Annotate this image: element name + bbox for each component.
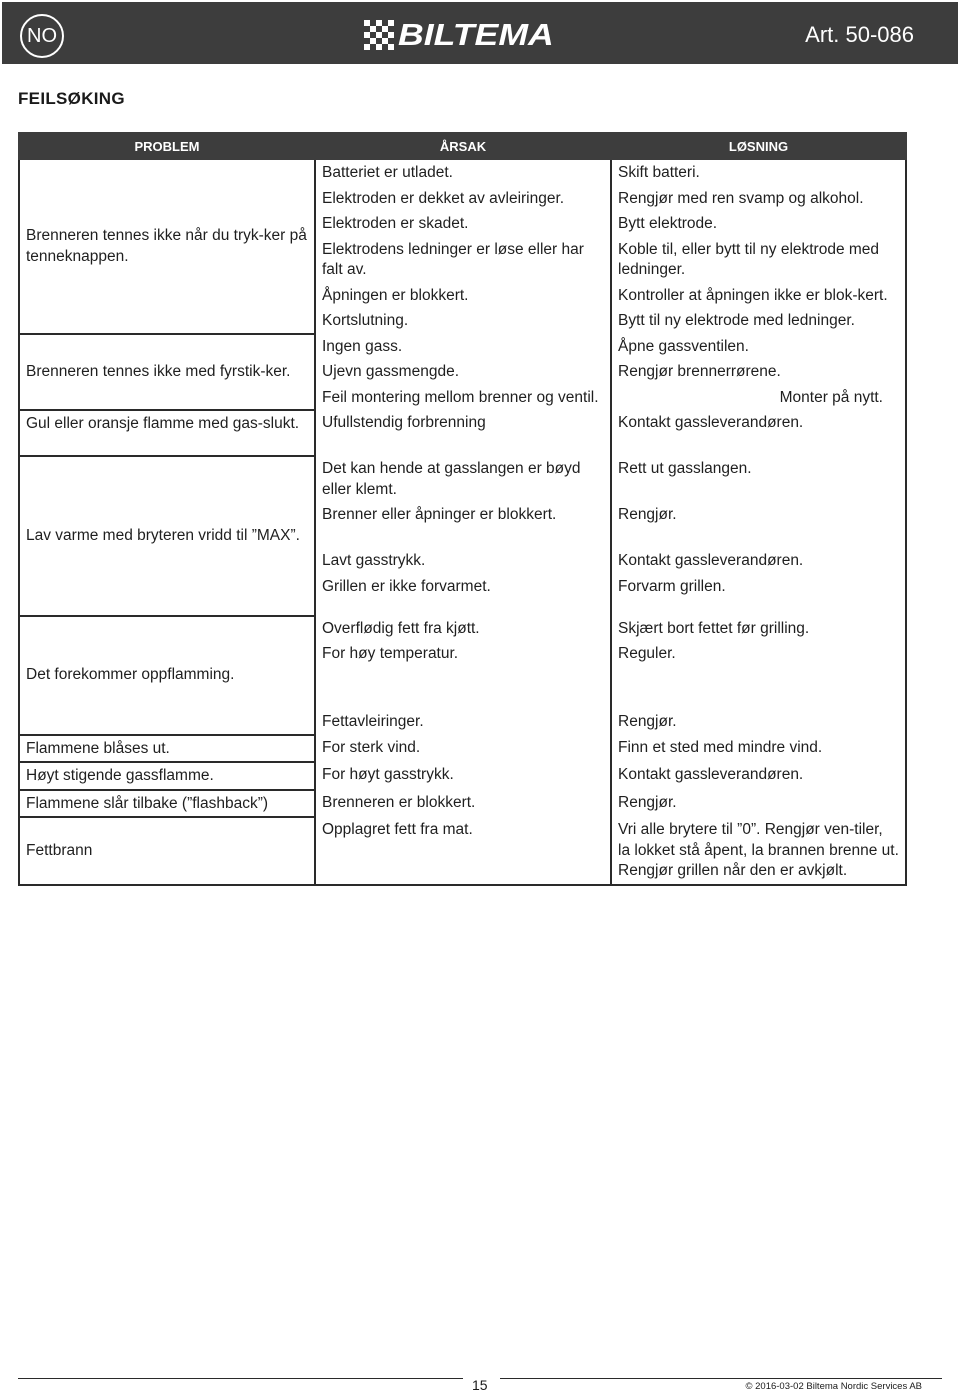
checkered-flag-icon [364,20,394,50]
solution-cell: Rengjør. [611,790,906,818]
cause-cell: Åpningen er blokkert. [315,283,611,309]
solution-cell: Kontakt gassleverandøren. [611,410,906,456]
solution-cell: Rengjør brennerrørene. [611,359,906,385]
article-number: Art. 50-086 [805,22,914,47]
page-number: 15 [472,1377,488,1393]
solution-cell: Skift batteri. [611,159,906,186]
solution-cell: Bytt til ny elektrode med ledninger. [611,308,906,334]
problem-cell: Brenneren tennes ikke med fyrstik-ker. [19,334,315,411]
table-row [19,456,906,502]
solution-cell: Kontakt gassleverandøren. [611,548,906,574]
solution-cell: Skjært bort fettet før grilling. [611,616,906,642]
table-row [19,159,906,186]
cause-cell: Det kan hende at gasslangen er bøyd eller klemt. [315,456,611,502]
cause-cell: For høyt gasstrykk. [315,762,611,790]
cause-cell: For høy temperatur. [315,641,611,709]
cause-cell: Elektrodens ledninger er løse eller har falt av. [315,237,611,283]
cause-cell: Grillen er ikke forvarmet. [315,574,611,616]
table-row [19,410,906,456]
cause-cell: Ingen gass. [315,334,611,360]
troubleshooting-table [18,132,907,886]
footer-divider-right [500,1378,942,1379]
cause-cell: Opplagret fett fra mat. [315,817,611,885]
table-row [19,762,906,790]
problem-cell: Flammene blåses ut. [19,735,315,763]
table-header-row [19,133,906,159]
solution-cell: Koble til, eller bytt til ny elektrode med ledninger. [611,237,906,283]
problem-cell: Høyt stigende gassflamme. [19,762,315,790]
cause-cell: For sterk vind. [315,735,611,763]
cause-cell: Feil montering mellom brenner og ventil. [315,385,611,411]
cause-cell: Kortslutning. [315,308,611,334]
cause-cell: Brenner eller åpninger er blokkert. [315,502,611,548]
cause-cell: Lavt gasstrykk. [315,548,611,574]
solution-cell: Bytt elektrode. [611,211,906,237]
problem-cell: Flammene slår tilbake (”flashback”) [19,790,315,818]
solution-cell: Finn et sted med mindre vind. [611,735,906,763]
solution-cell: Rett ut gasslangen. [611,456,906,502]
solution-cell: Monter på nytt. [611,385,906,411]
solution-cell: Forvarm grillen. [611,574,906,616]
problem-cell: Lav varme med bryteren vridd til ”MAX”. [19,456,315,616]
section-title: FEILSØKING [18,89,125,108]
solution-cell: Åpne gassventilen. [611,334,906,360]
page-header [2,2,958,64]
cause-cell: Ufullstendig forbrenning [315,410,611,456]
table-row [19,817,906,885]
cause-cell: Fettavleiringer. [315,709,611,735]
copyright-notice: © 2016-03-02 Biltema Nordic Services AB [745,1381,922,1392]
table-row [19,735,906,763]
column-header-solution: LØSNING [611,133,906,159]
cause-cell: Elektroden er dekket av avleiringer. [315,186,611,212]
cause-cell: Ujevn gassmengde. [315,359,611,385]
solution-cell: Kontroller at åpningen ikke er blok-kert. [611,283,906,309]
solution-cell: Rengjør. [611,709,906,735]
brand-name: BILTEMA [398,17,554,52]
footer-divider-left [18,1378,463,1379]
solution-cell: Vri alle brytere til ”0”. Rengjør ven-tiler, la lokket stå åpent, la brannen brenne ut. Rengjør grillen når den er avkjølt. [611,817,906,885]
solution-cell: Reguler. [611,641,906,709]
problem-cell: Fettbrann [19,817,315,885]
cause-cell: Batteriet er utladet. [315,159,611,186]
table-row [19,616,906,642]
problem-cell: Det forekommer oppflamming. [19,616,315,735]
cause-cell: Elektroden er skadet. [315,211,611,237]
brand-logo [364,17,554,52]
cause-cell: Brenneren er blokkert. [315,790,611,818]
solution-cell: Rengjør med ren svamp og alkohol. [611,186,906,212]
column-header-problem: PROBLEM [19,133,315,159]
solution-cell: Kontakt gassleverandøren. [611,762,906,790]
language-badge: NO [20,14,64,58]
table-row [19,334,906,360]
cause-cell: Overflødig fett fra kjøtt. [315,616,611,642]
problem-cell: Gul eller oransje flamme med gas-slukt. [19,410,315,456]
solution-cell: Rengjør. [611,502,906,548]
problem-cell: Brenneren tennes ikke når du tryk-ker på tenneknappen. [19,159,315,334]
column-header-cause: ÅRSAK [315,133,611,159]
table-row [19,790,906,818]
